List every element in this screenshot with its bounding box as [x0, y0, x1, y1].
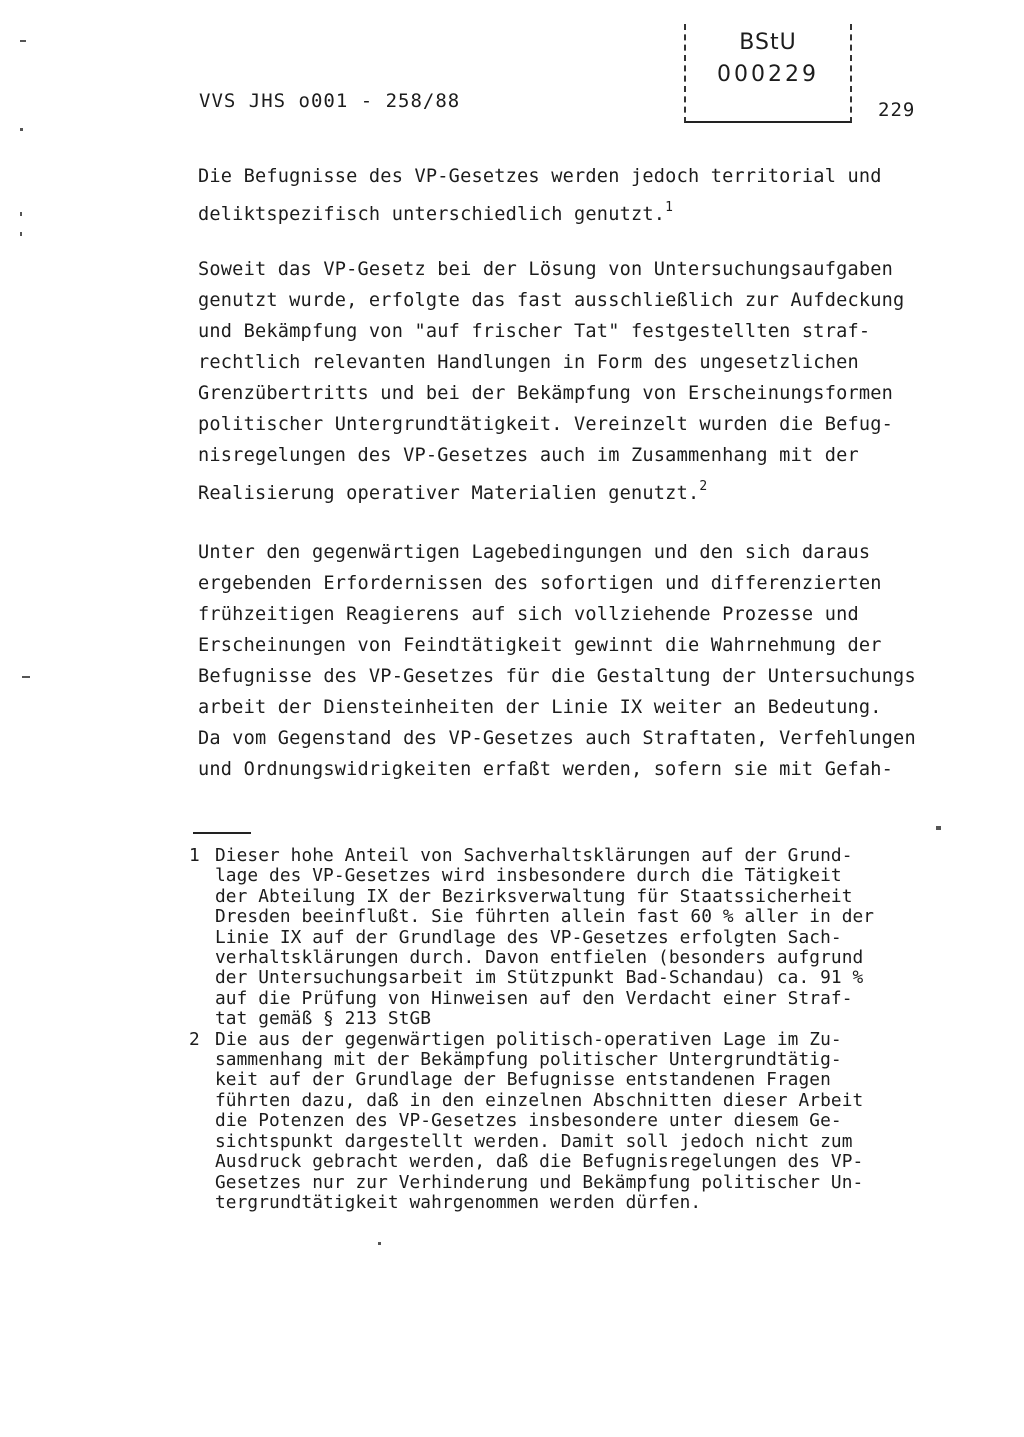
text-line: Erscheinungen von Feindtätigkeit gewinnt die Wahrnehmung der [198, 635, 882, 656]
footnote-line: führten dazu, daß in den einzelnen Abschnitten dieser Arbeit [215, 1089, 864, 1111]
footnote-1 [189, 846, 989, 1030]
paragraph-1 [198, 161, 988, 230]
footnote-text [215, 1030, 863, 1214]
text-line: Die Befugnisse des VP-Gesetzes werden jedoch territorial und [198, 166, 882, 187]
footnote-line: sammenhang mit der Bekämpfung politischer Untergrundtätig- [215, 1049, 842, 1071]
page-number: 229 [878, 99, 916, 121]
text-line: rechtlich relevanten Handlungen in Form des ungesetzlichen [198, 352, 859, 373]
document-reference: VVS JHS o001 - 258/88 [199, 90, 461, 112]
footnote-line: Ausdruck gebracht werden, daß die Befugnisregelungen des VP- [215, 1151, 864, 1173]
footnote-text [215, 846, 874, 1030]
footnote-marker: 1 [665, 200, 674, 215]
text-line: ergebenden Erfordernissen des sofortigen und differenzierten [198, 573, 882, 594]
footnote-number: 2 [189, 1028, 200, 1050]
text-line: und Ordnungswidrigkeiten erfaßt werden, sofern sie mit Gefah- [198, 759, 894, 780]
footnote-marker: 2 [699, 479, 708, 494]
footnote-line: Dieser hohe Anteil von Sachverhaltsklärungen auf der Grund- [215, 845, 853, 866]
footnote-line: Gesetzes nur zur Verhinderung und Bekämpfung politischer Un- [215, 1171, 864, 1193]
footnote-line: der Untersuchungsarbeit im Stützpunkt Bad-Schandau) ca. 91 % [215, 967, 864, 989]
text-line: Unter den gegenwärtigen Lagebedingungen und den sich daraus [198, 542, 871, 563]
footnote-line: die Potenzen des VP-Gesetzes insbesondere unter diesem Ge- [215, 1110, 842, 1132]
scan-speck [20, 212, 22, 216]
text-line: frühzeitigen Reagierens auf sich vollziehende Prozesse und [198, 604, 859, 625]
footnote-line: Linie IX auf der Grundlage des VP-Gesetzes erfolgten Sach- [215, 926, 842, 948]
scan-speck [936, 826, 941, 830]
scan-speck [20, 232, 22, 236]
scan-speck [20, 128, 23, 131]
footnote-separator [193, 832, 251, 834]
footnote-line: tergrundtätigkeit wahrgenommen werden dürfen. [215, 1191, 702, 1213]
stamp-number: 000229 [717, 62, 819, 87]
scan-speck [22, 676, 30, 678]
text-line: arbeit der Diensteinheiten der Linie IX weiter an Bedeutung. [198, 697, 882, 718]
text-line: nisregelungen des VP-Gesetzes auch im Zusammenhang mit der [198, 445, 859, 466]
text-line: Befugnisse des VP-Gesetzes für die Gestaltung der Untersuchungs [198, 666, 916, 687]
footnote-number: 1 [189, 845, 200, 866]
footnote-line: der Abteilung IX der Bezirksverwaltung für Staatssicherheit [215, 885, 853, 907]
text-line: politischer Untergrundtätigkeit. Vereinzelt wurden die Befug- [198, 414, 894, 435]
paragraph-3 [198, 537, 988, 785]
paragraph-2 [198, 254, 988, 509]
scan-speck [20, 40, 26, 42]
stamp-agency: BStU [739, 30, 797, 55]
footnote-2 [189, 1030, 989, 1214]
footnote-line: tat gemäß § 213 StGB [215, 1008, 432, 1030]
text-line [198, 192, 988, 230]
archive-stamp [684, 24, 852, 123]
text-line-body: Realisierung operativer Materialien genutzt. [198, 483, 700, 504]
text-line: und Bekämpfung von "auf frischer Tat" festgestellten straf- [198, 321, 871, 342]
text-line: Grenzübertritts und bei der Bekämpfung von Erscheinungsformen [198, 383, 894, 404]
footnote-line: Dresden beeinflußt. Sie führten allein fast 60 % aller in der [215, 906, 875, 928]
text-line: Da vom Gegenstand des VP-Gesetzes auch Straftaten, Verfehlungen [198, 728, 916, 749]
footnote-line: sichtspunkt dargestellt werden. Damit soll jedoch nicht zum [215, 1130, 853, 1152]
footnote-line: auf die Prüfung von Hinweisen auf den Verdacht einer Straf- [215, 987, 853, 1009]
footnote-line: keit auf der Grundlage der Befugnisse entstandenen Fragen [215, 1069, 831, 1091]
footnote-line: Die aus der gegenwärtigen politisch-operativen Lage im Zu- [215, 1028, 842, 1050]
footnote-line: verhaltsklärungen durch. Davon entfielen (besonders aufgrund [215, 947, 864, 969]
text-line: genutzt wurde, erfolgte das fast ausschließlich zur Aufdeckung [198, 290, 905, 311]
text-line: Soweit das VP-Gesetz bei der Lösung von Untersuchungsaufgaben [198, 259, 894, 280]
footnotes [189, 846, 989, 1213]
scan-speck [378, 1242, 381, 1245]
text-line [198, 471, 988, 509]
text-line-body: deliktspezifisch unterschiedlich genutzt. [198, 204, 666, 225]
footnote-line: lage des VP-Gesetzes wird insbesondere durch die Tätigkeit [215, 865, 842, 887]
